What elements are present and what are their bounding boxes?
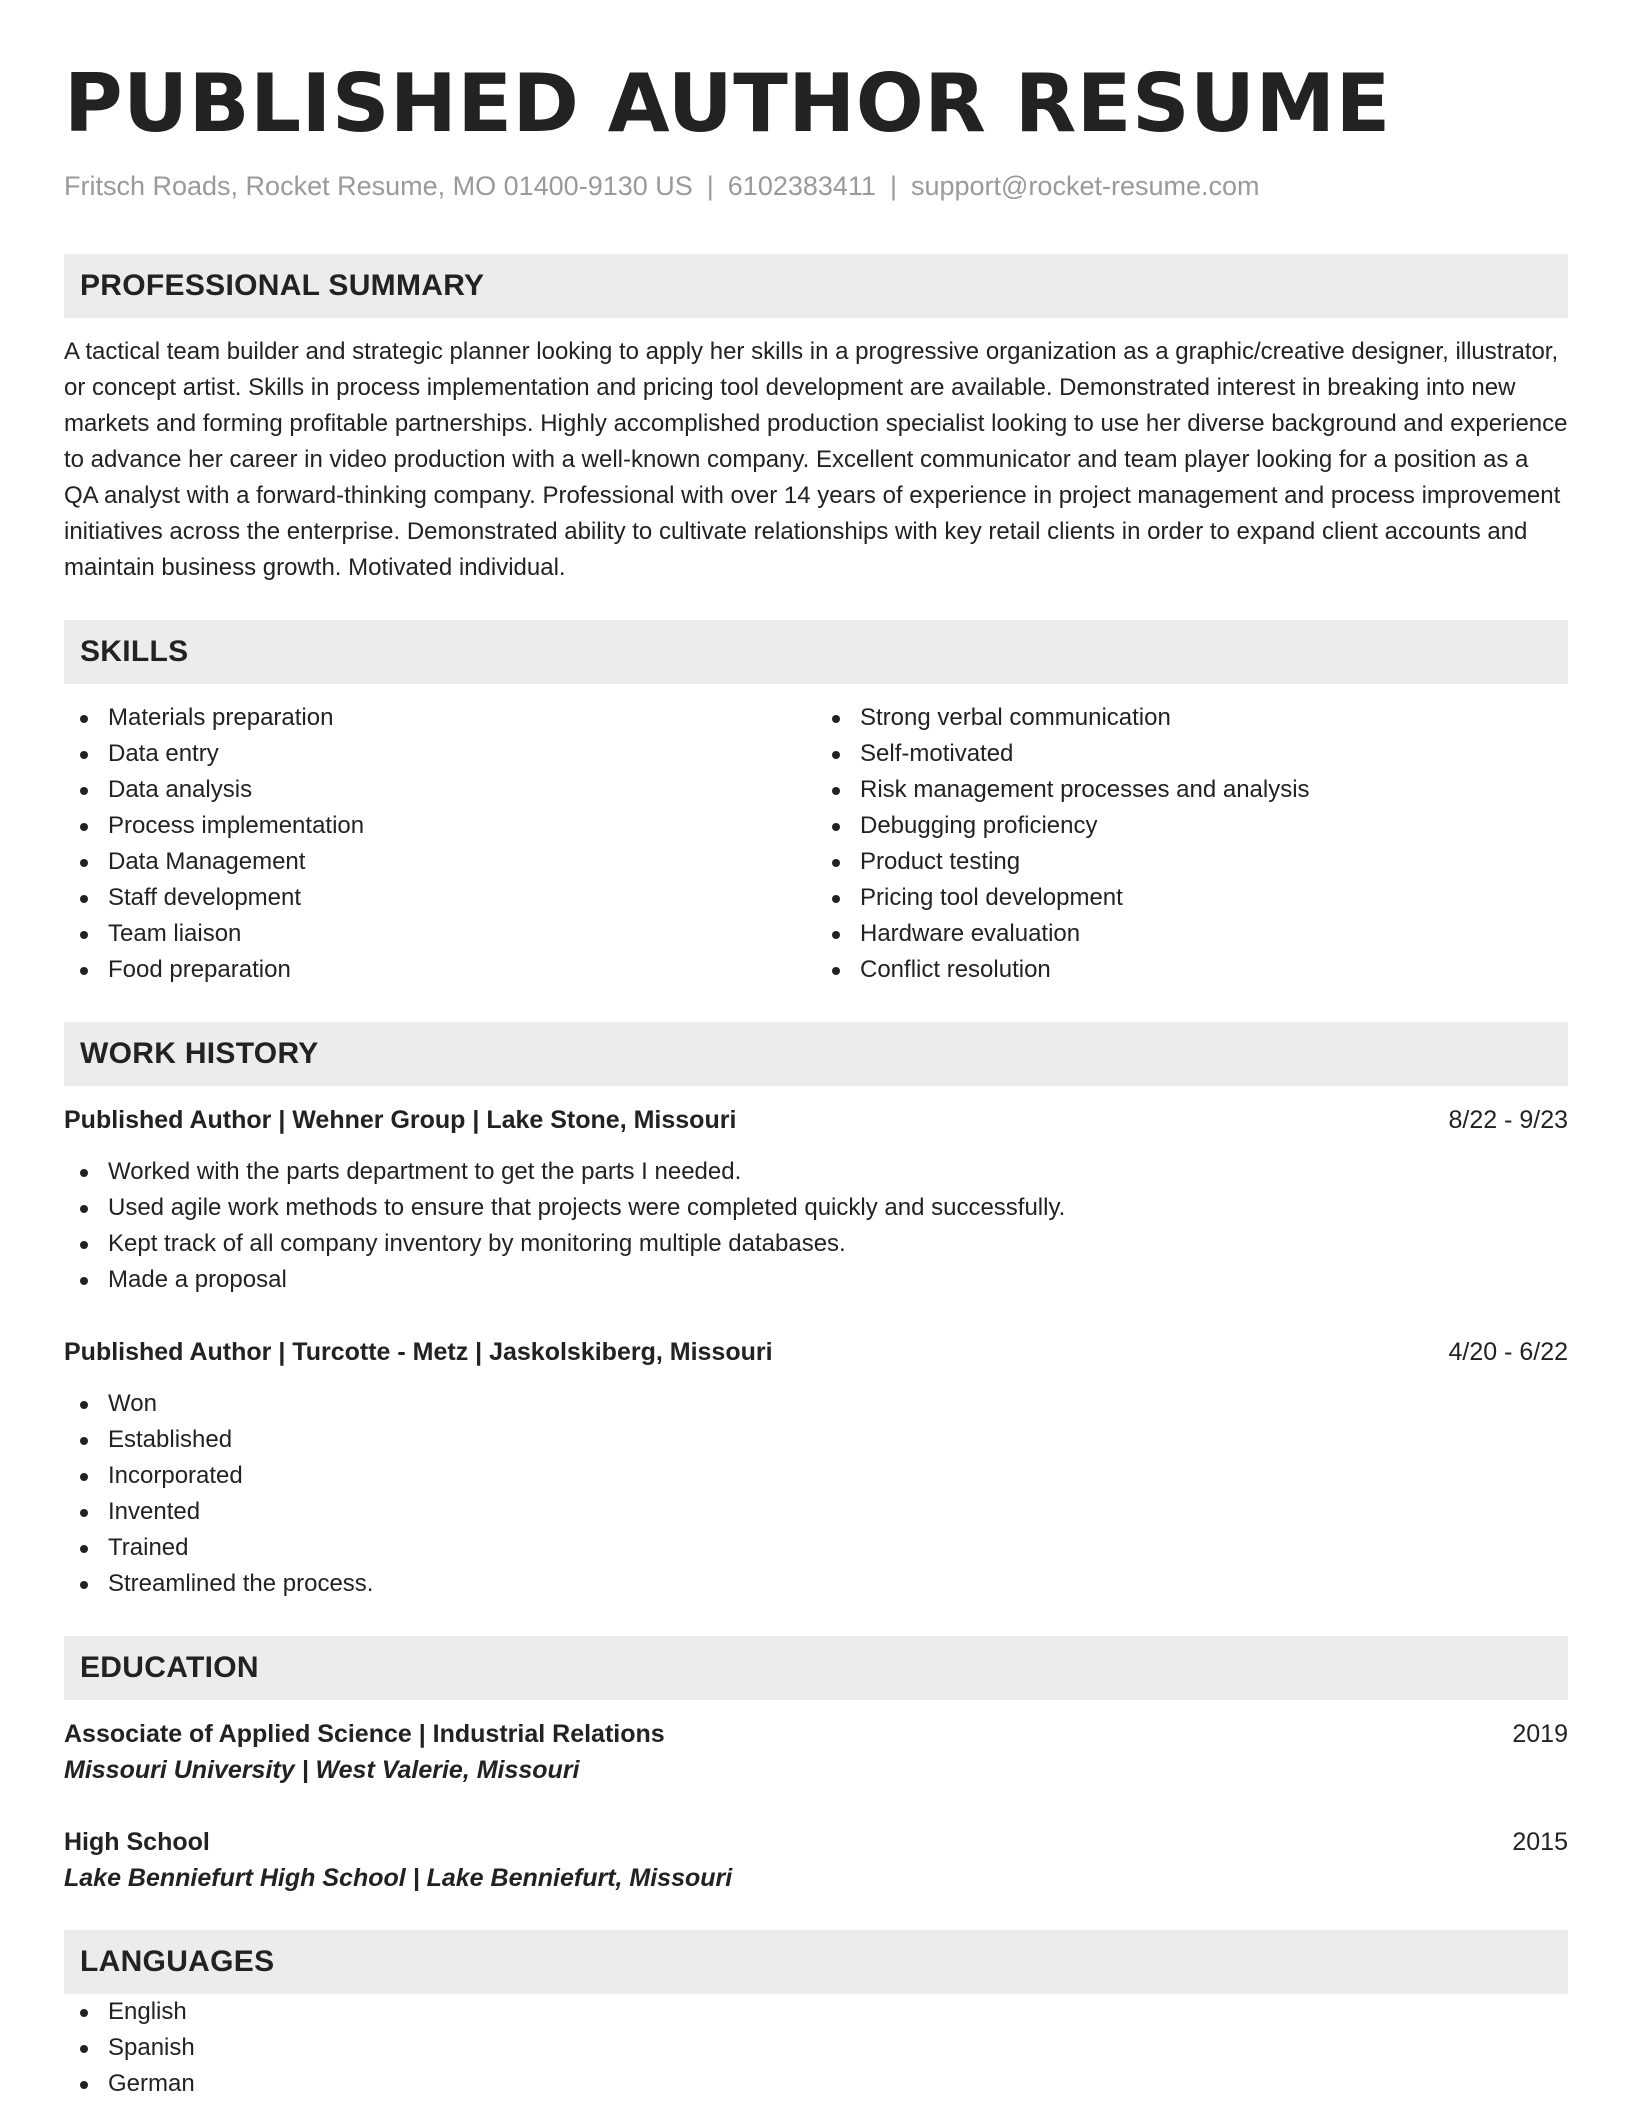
skill-item: Hardware evaluation: [816, 916, 1568, 952]
job-dates: 4/20 - 6/22: [1448, 1338, 1568, 1366]
education-year: 2019: [1512, 1720, 1568, 1748]
contact-separator: |: [889, 171, 897, 201]
education-school: Missouri University | West Valerie, Missouri: [64, 1756, 580, 1784]
education-degree: High School: [64, 1828, 210, 1856]
skill-item: Data analysis: [64, 772, 816, 808]
job-bullet: Established: [64, 1422, 1568, 1458]
job-bullet: Streamlined the process.: [64, 1566, 1568, 1602]
language-item: English: [64, 1994, 1568, 2030]
education-header: [64, 1716, 1568, 1752]
contact-line: [64, 168, 1568, 204]
job-header: [64, 1334, 1568, 1370]
job-bullet: Won: [64, 1386, 1568, 1422]
job-title: Published Author | Wehner Group | Lake Stone, Missouri: [64, 1106, 737, 1134]
skill-item: Food preparation: [64, 952, 816, 988]
job-bullet: Incorporated: [64, 1458, 1568, 1494]
skill-item: Team liaison: [64, 916, 816, 952]
job-header: [64, 1102, 1568, 1138]
language-item: Spanish: [64, 2030, 1568, 2066]
skill-item: Staff development: [64, 880, 816, 916]
education-school: Lake Benniefurt High School | Lake Benniefurt, Missouri: [64, 1864, 733, 1892]
job-dates: 8/22 - 9/23: [1448, 1106, 1568, 1134]
contact-email: support@rocket-resume.com: [910, 171, 1260, 201]
contact-separator: |: [706, 171, 714, 201]
job-bullets: [64, 1386, 1568, 1602]
skill-item: Pricing tool development: [816, 880, 1568, 916]
section-header-work-history: WORK HISTORY: [64, 1022, 1568, 1086]
summary-text: A tactical team builder and strategic planner looking to apply her skills in a progressive organization as a graphic/creative designer, illustrator, or concept artist. Skills in process implementation and pricing tool development are available. Demonstrated interest in breaking into new markets and forming profitable partnerships. Highly accomplished production specialist looking to use her diverse background and experience to advance her career in video production with a well-known company. Excellent communicator and team player looking for a position as a QA analyst with a forward-thinking company. Professional with over 14 years of experience in project management and process improvement initiatives across the enterprise. Demonstrated ability to cultivate relationships with key retail clients in order to expand client accounts and maintain business growth. Motivated individual.: [64, 338, 1568, 581]
languages-list: [64, 1994, 1568, 2102]
section-header-education: EDUCATION: [64, 1636, 1568, 1700]
skill-item: Debugging proficiency: [816, 808, 1568, 844]
contact-address: Fritsch Roads, Rocket Resume, MO 01400-9130 US: [64, 171, 693, 201]
skill-item: Conflict resolution: [816, 952, 1568, 988]
skills-column-right: [816, 700, 1568, 988]
education-entry: [64, 1824, 1568, 1896]
job-bullet: Used agile work methods to ensure that projects were completed quickly and successfully.: [64, 1190, 1568, 1226]
skill-item: Product testing: [816, 844, 1568, 880]
skill-item: Materials preparation: [64, 700, 816, 736]
job-entry: [64, 1334, 1568, 1602]
language-item: German: [64, 2066, 1568, 2102]
job-bullet: Kept track of all company inventory by monitoring multiple databases.: [64, 1226, 1568, 1262]
section-header-summary: PROFESSIONAL SUMMARY: [64, 254, 1568, 318]
section-header-skills: SKILLS: [64, 620, 1568, 684]
education-header: [64, 1824, 1568, 1860]
job-entry: [64, 1102, 1568, 1298]
skill-item: Strong verbal communication: [816, 700, 1568, 736]
contact-phone: 6102383411: [727, 171, 876, 201]
job-bullet: Made a proposal: [64, 1262, 1568, 1298]
skills-column-left: [64, 700, 816, 988]
education-entry: [64, 1716, 1568, 1788]
job-bullet: Trained: [64, 1530, 1568, 1566]
section-header-languages: LANGUAGES: [64, 1930, 1568, 1994]
skill-item: Data entry: [64, 736, 816, 772]
skill-item: Self-motivated: [816, 736, 1568, 772]
job-title: Published Author | Turcotte - Metz | Jaskolskiberg, Missouri: [64, 1338, 773, 1366]
education-degree: Associate of Applied Science | Industrial Relations: [64, 1720, 665, 1748]
job-bullet: Worked with the parts department to get the parts I needed.: [64, 1154, 1568, 1190]
job-bullets: [64, 1154, 1568, 1298]
skill-item: Data Management: [64, 844, 816, 880]
job-bullet: Invented: [64, 1494, 1568, 1530]
skill-item: Risk management processes and analysis: [816, 772, 1568, 808]
skill-item: Process implementation: [64, 808, 816, 844]
resume-title: PUBLISHED AUTHOR RESUME: [64, 57, 1391, 150]
skills-list: [64, 700, 1568, 988]
education-year: 2015: [1512, 1828, 1568, 1856]
